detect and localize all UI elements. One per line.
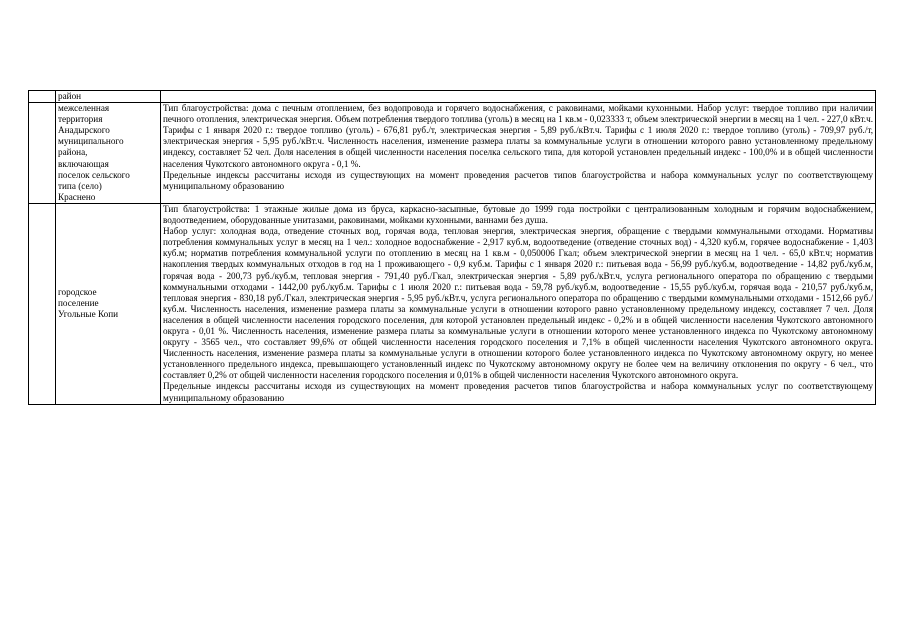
description-cell [161, 103, 876, 204]
description-cell [161, 91, 876, 103]
tariff-table [28, 90, 876, 405]
description-paragraph: Тип благоустройства: дома с печным отоплением, без водопровода и горячего водоснабжения, с раковинами, мойками кухонными. Набор услуг: твердое топливо при наличии печного отопления, электрическая энергия. Объем потребления твердого топлива (уголь) в месяц на 1 кв.м - 0,023333 т, объем электрической энергии в месяц на 1 чел. - 227,0 кВт.ч. Тарифы с 1 января 2020 г.: твердое топливо (уголь) - 676,81 руб./т, электрическая энергия - 5,89 руб./кВт.ч. Тарифы с 1 июля 2020 г.: твердое топливо (уголь) - 709,97 руб./т, электрическая энергия - 5,95 руб./кВт.ч. Численность населения, изменение размера платы за коммунальные услуги в отношении которого равно установленному предельному индексу, составляет 52 чел. Доля населения в общей численности населения поселка сельского типа, для которой установлен предельный индекс - 100,0% и в общей численности населения Чукотского автономного округа - 0,1 %. [163, 103, 873, 169]
row-number-cell [29, 91, 56, 103]
row-number-cell [29, 203, 56, 404]
municipality-cell: межселенная территория Анадырского муниципального района, включающая поселок сельского типа (село) Краснено [56, 103, 161, 204]
table-row [29, 103, 876, 204]
description-paragraph: Предельные индексы рассчитаны исходя из существующих на момент проведения расчетов типов благоустройства и набора коммунальных услуг по соответствующему муниципальному образованию [163, 381, 873, 403]
municipality-cell: городское поселение Угольные Копи [56, 203, 161, 404]
row-number-cell [29, 103, 56, 204]
table-row [29, 91, 876, 103]
description-paragraph: Тип благоустройства: 1 этажные жилые дома из бруса, каркасно-засыпные, бутовые до 1999 года постройки с централизованным холодным и горячим водоснабжением, водоотведением, оборудованные унитазами, раковинами, мойками кухонными, ваннами без душа. [163, 203, 873, 226]
description-paragraph: Предельные индексы рассчитаны исходя из существующих на момент проведения расчетов типов благоустройства и набора коммунальных услуг по соответствующему муниципальному образованию [163, 169, 873, 191]
description-cell [161, 203, 876, 404]
table-row [29, 203, 876, 404]
municipality-cell: район [56, 91, 161, 103]
description-paragraph: Набор услуг: холодная вода, отведение сточных вод, горячая вода, тепловая энергия, электрическая энергия, обращение с твердыми коммунальными отходами. Нормативы потребления коммунальных услуг в месяц на 1 чел.: холодное водоснабжение - 2,917 куб.м, водоотведение (отведение сточных вод) - 4,320 куб.м, горячее водоснабжение - 1,403 куб.м; норматив потребления коммунальной услуги по отоплению в месяц на 1 кв.м - 0,050006 Гкал; объем электрической энергии в месяц на 1 чел. - 65,0 кВт.ч; норматив накопления твердых коммунальных отходов в год на 1 проживающего - 0,9 куб.м. Тарифы с 1 января 2020 г.: питьевая вода - 56,99 руб./куб.м, водоотведение - 14,82 руб./куб.м, горячая вода - 200,73 руб./куб.м, тепловая энергия - 791,40 руб./Гкал, электрическая энергия - 5,89 руб./кВт.ч, услуга регионального оператора по обращению с твердыми коммунальными отходами - 1442,00 руб./куб.м. Тарифы с 1 июля 2020 г.: питьевая вода - 59,78 руб./куб.м, водоотведение - 15,55 руб./куб.м, горячая вода - 210,57 руб./куб.м, тепловая энергия - 830,18 руб./Гкал, электрическая энергия - 5,95 руб./кВт.ч, услуга регионального оператора по обращению с твердыми коммунальными отходами - 1512,66 руб./куб.м. Численность населения, изменение размера платы за коммунальные услуги в отношении которого равно установленному предельному индексу, составляет 7 чел. Доля населения в общей численности населения городского поселения, для которой установлен предельный индекс - 0,2% и в общей численности населения Чукотского автономного округа - 0,01 %. Численность населения, изменение размера платы за коммунальные услуги в отношении которого менее установленного индекса по Чукотскому автономному округу - 3565 чел., что составляет 99,6% от общей численности населения городского поселения и 7,1% в общей численности населения Чукотского автономного округа. Численность населения, изменение размера платы за коммунальные услуги в отношении которого более установленного индекса по Чукотскому автономному округу, но менее установленного предельного индекса, превышающего установленный индекс по Чукотскому автономному округу не более чем на величину отклонения по округу - 6 чел., что составляет 0,2% от общей численности населения городского поселения и 0,01% в общей численности населения Чукотского автономного округа. [163, 226, 873, 381]
